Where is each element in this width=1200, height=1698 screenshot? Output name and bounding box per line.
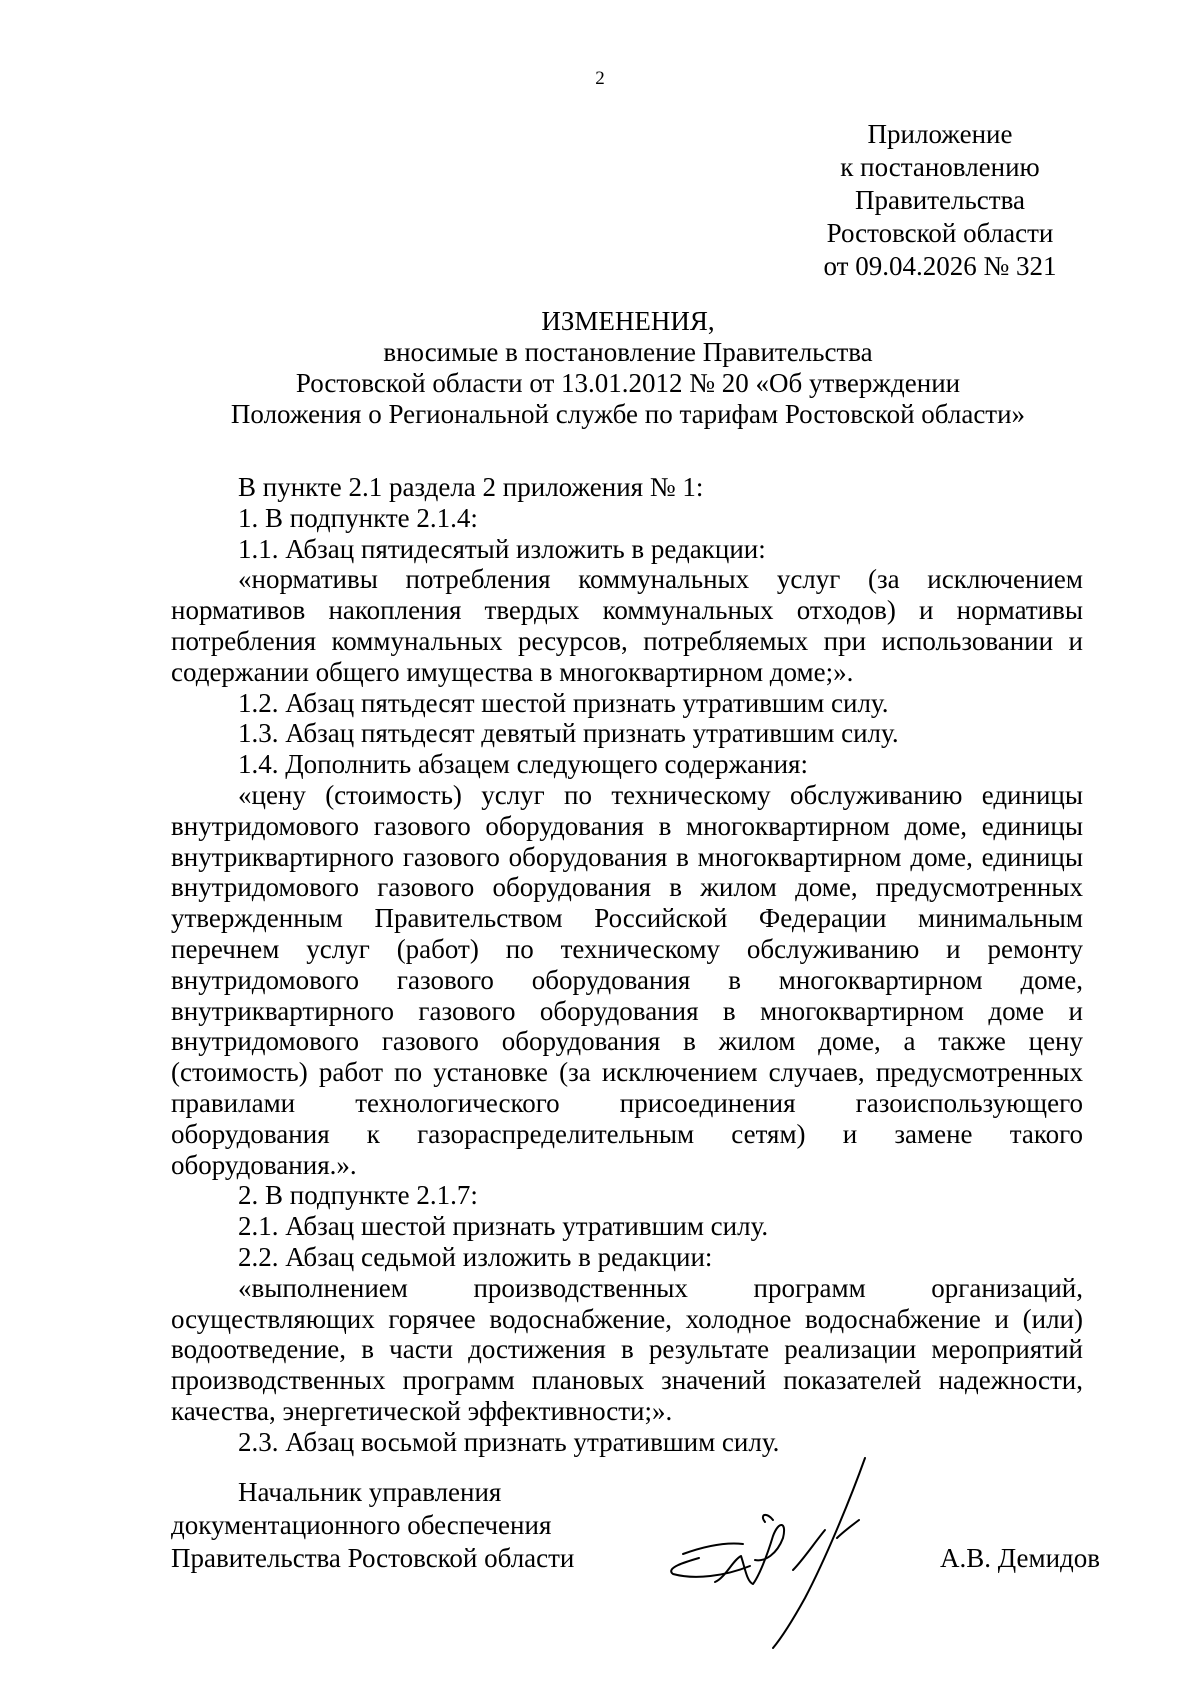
title-line: Ростовской области от 13.01.2012 № 20 «Об утверждении xyxy=(295,368,961,398)
body-paragraph: 1.3. Абзац пятьдесят девятый признать утратившим силу. xyxy=(238,718,899,749)
title-line: вносимые в постановление Правительства xyxy=(383,337,873,367)
body-paragraph: 2.3. Абзац восьмой признать утратившим силу. xyxy=(238,1426,780,1457)
title-line: Положения о Региональной службе по тарифам Ростовской области» xyxy=(230,399,1026,429)
signature-stroke xyxy=(715,1525,784,1584)
signatory-position-line: документационного обеспечения xyxy=(171,1510,552,1540)
attachment-header xyxy=(790,118,1090,283)
attachment-line: от 09.04.2026 № 321 xyxy=(823,251,1057,281)
body-paragraph: 1.1. Абзац пятидесятый изложить в редакции: xyxy=(238,533,766,564)
body-paragraph: «выполнением производственных программ организаций, осуществляющих горячее водоснабжение, холодное водоснабжение и (или) водоотведение, в части достижения в результате реализации мероприятий производственных программ плановых значений показателей надежности, качества, энергетической эффективности;». xyxy=(171,1272,1083,1426)
attachment-line: к постановлению xyxy=(840,152,1040,182)
signatory-position-line: Начальник управления xyxy=(238,1477,502,1507)
signature-stroke xyxy=(671,1558,750,1577)
signatory-name: А.В. Демидов xyxy=(940,1543,1101,1573)
signature-stroke xyxy=(763,1515,773,1522)
signatory-position-line: Правительства Ростовской области xyxy=(171,1543,575,1573)
body-paragraph: «цену (стоимость) услуг по техническому обслуживанию единицы внутридомового газового оборудования в многоквартирном доме, единицы внутриквартирного газового оборудования в многоквартирном доме, единицы внутридомового газового оборудования в жилом доме, предусмотренных утвержденным Правительством Российской Федерации минимальным перечнем услуг (работ) по техническому обслуживанию и ремонту внутридомового газового оборудования в многоквартирном доме, внутриквартирного газового оборудования в многоквартирном доме и внутридомового газового оборудования в жилом доме, а также цену (стоимость) работ по установке (за исключением случаев, предусмотренных правилами технологического присоединения газоиспользующего оборудования к газораспределительным сетям) и замене такого оборудования.». xyxy=(171,779,1083,1180)
attachment-line: Правительства xyxy=(855,185,1025,215)
body-paragraph: В пункте 2.1 раздела 2 приложения № 1: xyxy=(238,472,704,502)
signature-stroke xyxy=(773,1458,865,1648)
document-body xyxy=(171,472,1083,1458)
signature-stroke xyxy=(683,1543,743,1554)
body-paragraph: «нормативы потребления коммунальных услуг (за исключением нормативов накопления твердых коммунальных отходов) и нормативы потребления коммунальных ресурсов, потребляемых при использовании и содержании общего имущества в многоквартирном доме;». xyxy=(171,564,1083,687)
attachment-line: Приложение xyxy=(867,119,1013,149)
attachment-line: Ростовской области xyxy=(826,218,1054,248)
signature-stroke xyxy=(793,1530,825,1570)
document-title xyxy=(170,306,1086,430)
body-paragraph: 2. В подпункте 2.1.7: xyxy=(238,1180,478,1211)
page-number: 2 xyxy=(595,68,605,89)
body-paragraph: 1.2. Абзац пятьдесят шестой признать утратившим силу. xyxy=(238,687,889,718)
body-paragraph: 2.2. Абзац седьмой изложить в редакции: xyxy=(238,1241,713,1272)
body-paragraph: 1. В подпункте 2.1.4: xyxy=(238,502,478,533)
title-heading: ИЗМЕНЕНИЯ, xyxy=(541,306,715,336)
body-paragraph: 1.4. Дополнить абзацем следующего содержания: xyxy=(238,749,808,780)
body-paragraph: 2.1. Абзац шестой признать утратившим силу. xyxy=(238,1211,769,1242)
signatory-position xyxy=(171,1476,651,1575)
handwritten-signature xyxy=(655,1450,935,1660)
